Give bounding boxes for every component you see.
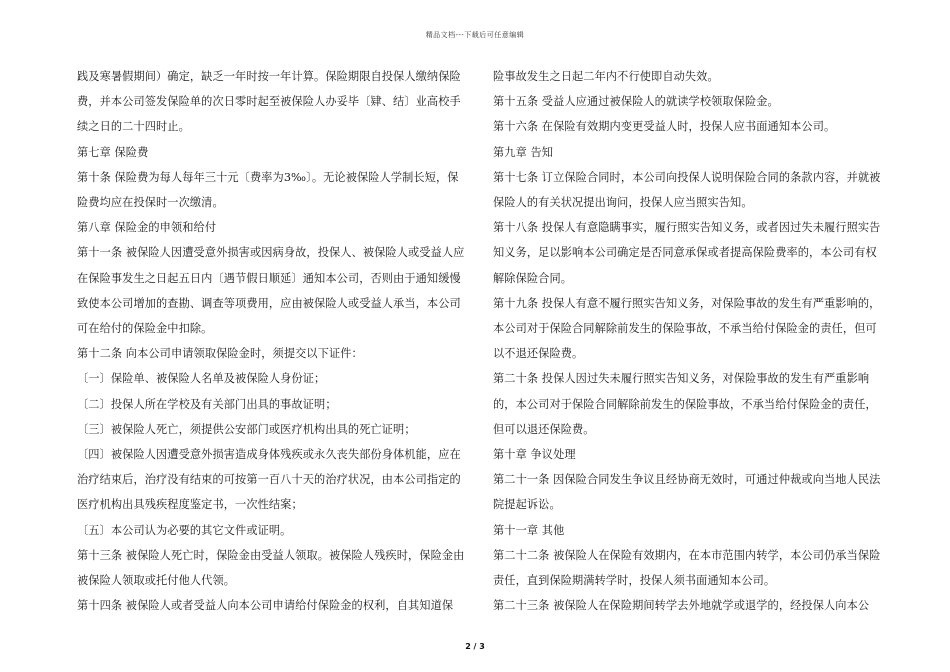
list-item: 〔五〕本公司认为必要的其它文件或证明。 (77, 523, 292, 537)
paragraph: 第十八条 投保人有意隐瞒事实，履行照实告知义务，或者因过失未履行照实告知义务，足以影响本公司确定是否同意承保或者提高保险费率的，本公司有权解除保险合同。 (493, 221, 881, 285)
paragraph: 第二十三条 被保险人在保险期间转学去外地就学或退学的，经投保人向本公 (493, 599, 870, 613)
paragraph: 第十四条 被保险人或者受益人向本公司申请给付保险金的权利，自其知道保 (77, 599, 454, 613)
chapter-heading: 第八章 保险金的申领和给付 (77, 221, 217, 235)
paragraph: 第十一条 被保险人因遭受意外损害或因病身故，投保人、被保险人或受益人应在保险事发生之日起五日内〔遇节假日顺延〕通知本公司，否则由于通知缓慢致使本公司增加的查勘、调查等项费用，应由被保险人或受益人承当，本公司可在给付的保险金中扣除。 (77, 246, 465, 336)
paragraph: 践及寒暑假期间）确定，缺乏一年时按一年计算。保险期限自投保人缴纳保险费，并本公司签发保险单的次日零时起至被保险人办妥毕〔肄、结〕业高校手续之日的二十四时止。 (77, 70, 461, 134)
chapter-heading: 第十一章 其他 (493, 523, 565, 537)
paragraph: 第十五条 受益人应通过被保险人的就读学校领取保险金。 (493, 95, 779, 109)
paragraph: 第十六条 在保险有效期内变更受益人时，投保人应书面通知本公司。 (493, 120, 836, 134)
list-item: 〔三〕被保险人死亡，须提供公安部门或医疗机构出具的死亡证明； (77, 422, 416, 436)
paragraph: 第十二条 向本公司申请领取保险金时，须提交以下证件： (77, 347, 363, 361)
paragraph: 第二十条 投保人因过失未履行照实告知义务，对保险事故的发生有严重影响的，本公司对于保险合同解除前发生的保险事故，不承当给付保险金的责任，但可以退还保险费。 (493, 372, 877, 436)
list-item: 〔二〕投保人所在学校及有关部门出具的事故证明； (77, 397, 337, 411)
list-item: 〔四〕被保险人因遭受意外损害造成身体残疾或永久丧失部份身体机能，应在治疗结束后，治疗没有结束的可按第一百八十天的治疗状况，由本公司指定的医疗机构出具残疾程度鉴定书，一次性结案； (77, 448, 461, 512)
left-column (77, 64, 469, 618)
right-column (493, 64, 885, 618)
chapter-heading: 第七章 保险费 (77, 145, 149, 159)
page-number: 2 / 3 (465, 642, 485, 651)
paragraph: 第二十一条 因保险合同发生争议且经协商无效时，可通过仲裁或向当地人民法院提起诉讼。 (493, 473, 881, 512)
paragraph: 险事故发生之日起二年内不行使即自动失效。 (493, 70, 719, 83)
chapter-heading: 第十章 争议处理 (493, 448, 576, 462)
paragraph: 第十三条 被保险人死亡时，保险金由受益人领取。被保险人残疾时，保险金由被保险人领取或托付他人代领。 (77, 548, 465, 588)
page-header: 精品文档---下载后可任意编辑 (425, 31, 525, 39)
paragraph: 第十条 保险费为每人每年三十元〔费率为3‰〕。无论被保险人学制长短，保险费均应在投保时一次缴清。 (77, 170, 459, 210)
paragraph: 第十七条 订立保险合同时，本公司向投保人说明保险合同的条款内容，并就被保险人的有关状况提出询问，投保人应当照实告知。 (493, 170, 881, 210)
chapter-heading: 第九章 告知 (493, 145, 554, 159)
paragraph: 第十九条 投保人有意不履行照实告知义务，对保险事故的发生有严重影响的，本公司对于保险合同解除前发生的保险事故，不承当给付保险金的责任，但可以不退还保险费。 (493, 296, 881, 361)
paragraph: 第二十二条 被保险人在保险有效期内，在本市范围内转学，本公司仍承当保险责任，直到保险期满转学时，投保人须书面通知本公司。 (493, 548, 881, 588)
list-item: 〔一〕保险单、被保险人名单及被保险人身份证； (77, 372, 326, 386)
